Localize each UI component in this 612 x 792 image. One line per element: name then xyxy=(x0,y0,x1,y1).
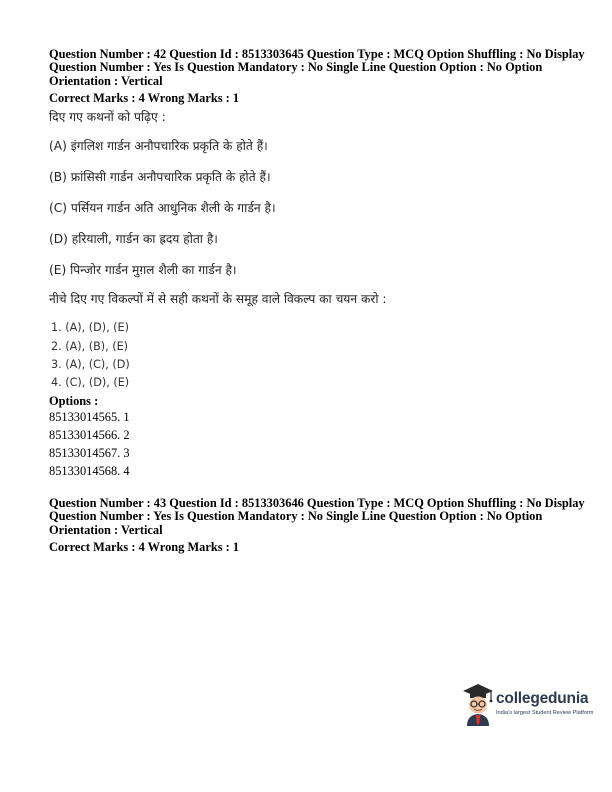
q42-statement-b: (B) फ्रांसिसी गार्डन अनौपचारिक प्रकृति के होते हैं। xyxy=(49,170,271,184)
q42-choice-4: 4. (C), (D), (E) xyxy=(51,376,130,389)
q43-marks: Correct Marks : 4 Wrong Marks : 1 xyxy=(49,540,240,554)
q43-header-line-1: Question Number : 43 Question Id : 8513303646 Question Type : MCQ Option Shuffling : No Display xyxy=(49,496,585,510)
logo-wordmark: collegedunia xyxy=(496,690,589,707)
q42-choice-1: 1. (A), (D), (E) xyxy=(51,321,129,334)
q42-header xyxy=(49,47,585,88)
q42-option-id-1: 85133014565. 1 xyxy=(49,410,130,424)
q42-option-id-4: 85133014568. 4 xyxy=(49,464,130,478)
q42-instruction: नीचे दिए गए विकल्पों में से सही कथनों के समूह वाले विकल्प का चयन करो : xyxy=(49,292,387,306)
q42-option-id-3: 85133014567. 3 xyxy=(49,446,130,460)
q42-options-label: Options : xyxy=(49,394,99,408)
q42-prompt: दिए गए कथनों को पढ़िए : xyxy=(49,110,166,124)
logo-tagline: India's largest Student Review Platform xyxy=(496,710,594,716)
q42-header-line-3: Orientation : Vertical xyxy=(49,73,163,88)
q42-header-line-2: Question Number : Yes Is Question Mandatory : No Single Line Question Option : No Option xyxy=(49,60,543,75)
q42-choice-2: 2. (A), (B), (E) xyxy=(51,340,129,353)
q43-header xyxy=(49,496,585,537)
q42-statement-c: (C) पर्सियन गार्डन अति आधुनिक शैली के गार्डन है। xyxy=(49,201,276,215)
q42-statement-a: (A) इंगलिश गार्डन अनौपचारिक प्रकृति के होते हैं। xyxy=(49,139,268,153)
q42-option-id-2: 85133014566. 2 xyxy=(49,428,130,442)
q42-choice-3: 3. (A), (C), (D) xyxy=(51,358,130,371)
collegedunia-logo xyxy=(461,681,601,729)
q42-statement-e: (E) पिन्जोर गार्डन मुग़ल शैली का गार्डन है। xyxy=(49,263,237,277)
q43-header-line-3: Orientation : Vertical xyxy=(49,522,163,537)
q43-header-line-2: Question Number : Yes Is Question Mandatory : No Single Line Question Option : No Option xyxy=(49,509,543,524)
q42-header-line-1: Question Number : 42 Question Id : 8513303645 Question Type : MCQ Option Shuffling : No Display xyxy=(49,47,585,61)
q42-statement-d: (D) हरियाली, गार्डन का ह्रदय होता है। xyxy=(49,232,218,246)
q42-marks: Correct Marks : 4 Wrong Marks : 1 xyxy=(49,91,240,105)
student-mascot-icon xyxy=(461,681,495,727)
